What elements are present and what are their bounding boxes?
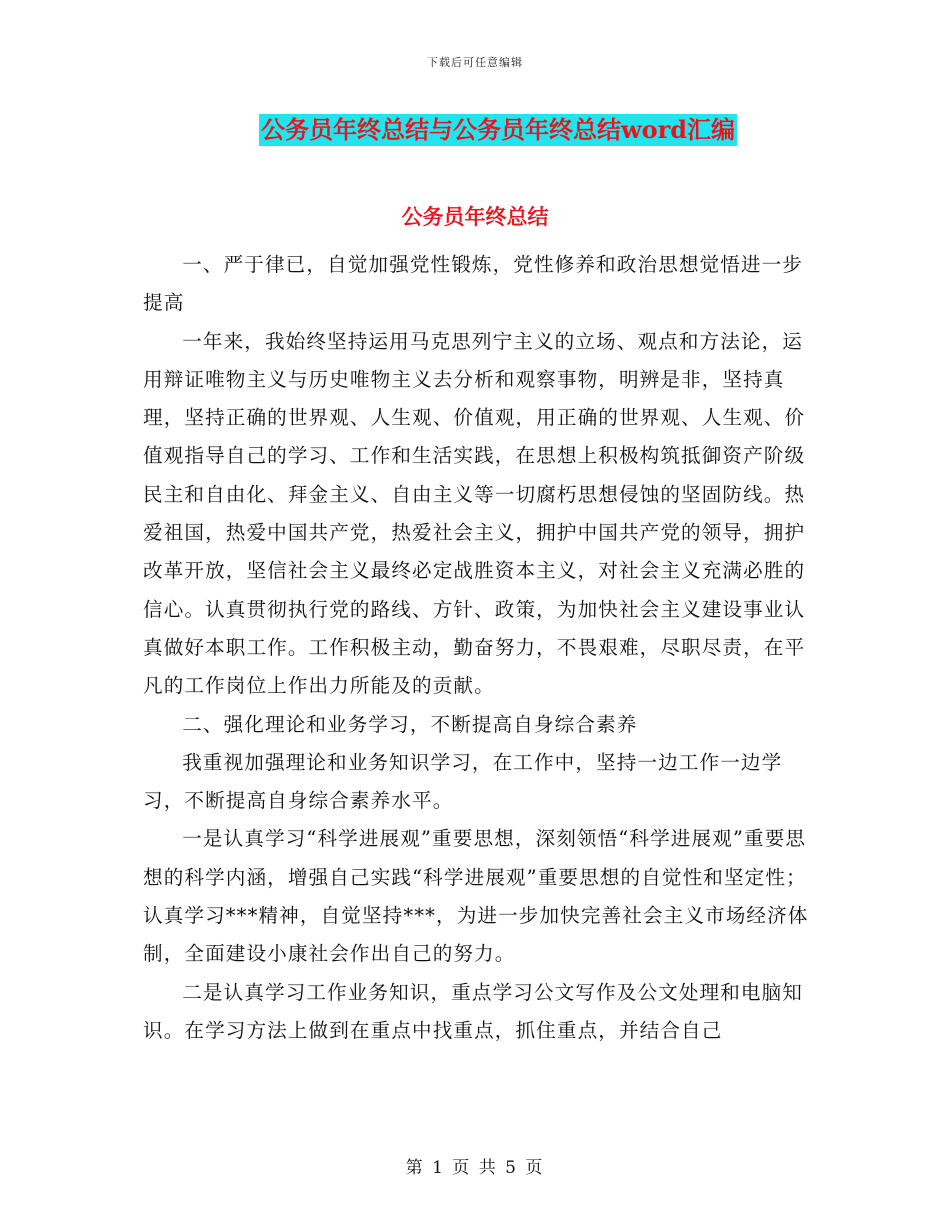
main-title-container [0,114,950,146]
paragraph: 一、严于律已，自觉加强党性锻炼，党性修养和政治思想觉悟进一步提高 [143,253,803,315]
section-title: 公务员年终总结 [401,204,549,229]
paragraph: 二、强化理论和业务学习，不断提高自身综合素养 [182,712,638,736]
document-body [143,246,811,1050]
paragraph: 我重视加强理论和业务知识学习，在工作中，坚持一边工作一边学习，不断提高自身综合素养水平。 [143,750,783,813]
paragraph: 二是认真学习工作业务知识，重点学习公文写作及公文处理和电脑知识。在学习方法上做到在重点中找重点，抓住重点，并结合自己 [143,980,803,1042]
page-indicator: 第 1 页 共 5 页 [405,1158,545,1178]
paragraph: 一是认真学习“科学进展观”重要思想，深刻领悟“科学进展观”重要思想的科学内涵，增强自己实践“科学进展观”重要思想的自觉性和坚定性；认真学习***精神，自觉坚持***，为进一步加快完善社会主义市场经济体制，全面建设小康社会作出自己的努力。 [143,827,809,966]
header-note: 下载后可任意编辑 [427,56,523,69]
paragraph: 一年来，我始终坚持运用马克思列宁主义的立场、观点和方法论，运用辩证唯物主义与历史唯物主义去分析和观察事物，明辨是非，坚持真理，坚持正确的世界观、人生观、价值观，用正确的世界观、人生观、价值观指导自己的学习、工作和生活实践，在思想上积极构筑抵御资产阶级民主和自由化、拜金主义、自由主义等一切腐朽思想侵蚀的坚固防线。热爱祖国，热爱中国共产党，热爱社会主义，拥护中国共产党的领导，拥护改革开放，坚信社会主义最终必定战胜资本主义，对社会主义充满必胜的信心。认真贯彻执行党的路线、方针、政策，为加快社会主义建设事业认真做好本职工作。工作积极主动，勤奋努力，不畏艰难，尽职尽责，在平凡的工作岗位上作出力所能及的贡献。 [143,329,806,698]
main-title: 公务员年终总结与公务员年终总结word汇编 [260,115,736,144]
